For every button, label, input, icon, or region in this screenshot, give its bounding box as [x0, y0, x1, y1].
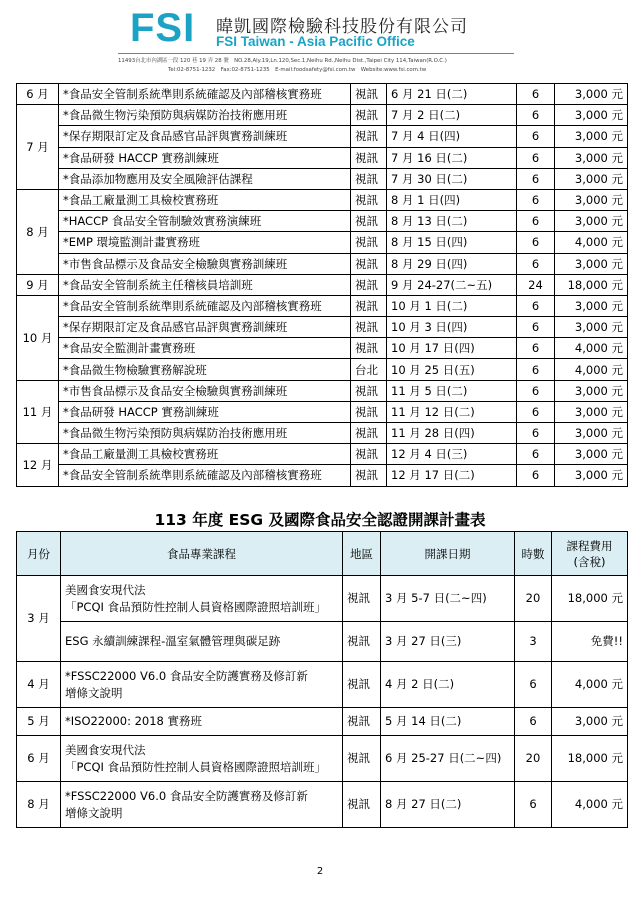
course-cell — [61, 708, 343, 736]
location-cell: 視訊 — [343, 662, 381, 708]
header-fee-line1: 課程費用 — [566, 538, 613, 553]
course-cell: *食品添加物應用及安全風險評估課程 — [59, 168, 351, 189]
course-line-1: 美國食安現代法 — [65, 582, 146, 597]
fee-cell: 3,000 元 — [555, 401, 628, 422]
table-row — [17, 423, 628, 444]
location-cell: 視訊 — [351, 465, 387, 486]
location-cell: 視訊 — [343, 708, 381, 736]
month-cell: 3 月 — [17, 576, 61, 662]
hours-cell: 6 — [517, 211, 555, 232]
fee-cell: 3,000 元 — [555, 295, 628, 316]
hours-cell: 6 — [517, 295, 555, 316]
hours-cell: 6 — [517, 401, 555, 422]
course-line-2: 「PCQI 食品預防性控制人員資格國際證照培訓班」 — [65, 599, 327, 614]
month-cell: 7 月 — [17, 105, 59, 190]
company-name-en: FSI Taiwan - Asia Pacific Office — [216, 34, 415, 49]
date-cell: 7 月 2 日(二) — [387, 105, 517, 126]
month-cell: 10 月 — [17, 295, 59, 380]
location-cell: 視訊 — [351, 168, 387, 189]
date-cell: 8 月 29 日(四) — [387, 253, 517, 274]
date-cell: 10 月 1 日(二) — [387, 295, 517, 316]
table-row — [17, 465, 628, 486]
course-cell — [61, 622, 343, 662]
date-cell: 11 月 28 日(四) — [387, 423, 517, 444]
table-row — [17, 168, 628, 189]
table-row — [17, 708, 628, 736]
hours-cell: 20 — [515, 736, 552, 782]
date-cell: 11 月 5 日(二) — [387, 380, 517, 401]
hours-cell: 6 — [517, 380, 555, 401]
date-cell: 12 月 4 日(三) — [387, 444, 517, 465]
location-cell: 視訊 — [351, 189, 387, 210]
month-cell: 11 月 — [17, 380, 59, 444]
course-cell: *食品研發 HACCP 實務訓練班 — [59, 147, 351, 168]
month-cell: 4 月 — [17, 662, 61, 708]
course-cell: *保存期限訂定及食品感官品評與實務訓練班 — [59, 317, 351, 338]
course-cell: *市售食品標示及食品安全檢驗與實務訓練班 — [59, 380, 351, 401]
course-line-1: *FSSC22000 V6.0 食品安全防護實務及修訂新 — [65, 788, 308, 803]
course-cell: *食品安全管制系統準則系統確認及內部稽核實務班 — [59, 295, 351, 316]
fee-cell: 3,000 元 — [555, 380, 628, 401]
location-cell: 視訊 — [343, 782, 381, 828]
hours-cell: 6 — [517, 105, 555, 126]
course-cell: *食品安全監測計畫實務班 — [59, 338, 351, 359]
course-cell: *食品安全管制系統主任稽核員培訓班 — [59, 274, 351, 295]
location-cell: 台北 — [351, 359, 387, 380]
table-header-row — [17, 532, 628, 576]
table-row — [17, 622, 628, 662]
hours-cell: 24 — [517, 274, 555, 295]
table-row — [17, 317, 628, 338]
fee-cell: 4,000 元 — [552, 662, 628, 708]
course-cell: *食品微生物污染預防與病媒防治技術應用班 — [59, 423, 351, 444]
course-cell: *市售食品標示及食品安全檢驗與實務訓練班 — [59, 253, 351, 274]
month-cell: 9 月 — [17, 274, 59, 295]
location-cell: 視訊 — [343, 576, 381, 622]
table-row — [17, 444, 628, 465]
fee-cell: 18,000 元 — [552, 576, 628, 622]
date-cell: 10 月 3 日(四) — [387, 317, 517, 338]
header-location: 地區 — [343, 532, 381, 576]
hours-cell: 6 — [517, 84, 555, 105]
table-row — [17, 105, 628, 126]
date-cell: 6 月 21 日(二) — [387, 84, 517, 105]
fee-cell: 3,000 元 — [555, 126, 628, 147]
header-hours: 時數 — [515, 532, 552, 576]
date-cell: 6 月 25-27 日(二~四) — [381, 736, 515, 782]
month-cell: 12 月 — [17, 444, 59, 486]
location-cell: 視訊 — [351, 295, 387, 316]
date-cell: 10 月 17 日(四) — [387, 338, 517, 359]
fee-cell: 3,000 元 — [555, 168, 628, 189]
hours-cell: 6 — [517, 359, 555, 380]
fee-cell: 4,000 元 — [552, 782, 628, 828]
course-cell: *HACCP 食品安全管制驗效實務演練班 — [59, 211, 351, 232]
table-row — [17, 84, 628, 105]
fee-cell: 4,000 元 — [555, 338, 628, 359]
course-cell: *食品研發 HACCP 實務訓練班 — [59, 401, 351, 422]
fee-cell: 18,000 元 — [555, 274, 628, 295]
location-cell: 視訊 — [351, 338, 387, 359]
hours-cell: 6 — [517, 232, 555, 253]
table-row — [17, 401, 628, 422]
course-cell — [61, 736, 343, 782]
date-cell: 7 月 16 日(二) — [387, 147, 517, 168]
hours-cell: 6 — [515, 662, 552, 708]
hours-cell: 6 — [517, 317, 555, 338]
hours-cell: 6 — [517, 168, 555, 189]
esg-table-title: 113 年度 ESG 及國際食品安全認證開課計畫表 — [154, 511, 486, 529]
table-row — [17, 232, 628, 253]
course-line-1: 美國食安現代法 — [65, 742, 146, 757]
month-cell: 5 月 — [17, 708, 61, 736]
month-cell: 6 月 — [17, 84, 59, 105]
date-cell: 7 月 4 日(四) — [387, 126, 517, 147]
location-cell: 視訊 — [343, 736, 381, 782]
location-cell: 視訊 — [351, 105, 387, 126]
location-cell: 視訊 — [351, 317, 387, 338]
course-line-2: 「PCQI 食品預防性控制人員資格國際證照培訓班」 — [65, 759, 327, 774]
course-cell: *食品安全管制系統準則系統確認及內部稽核實務班 — [59, 84, 351, 105]
header-month: 月份 — [17, 532, 61, 576]
fee-cell: 3,000 元 — [555, 317, 628, 338]
location-cell: 視訊 — [351, 380, 387, 401]
header-date: 開課日期 — [381, 532, 515, 576]
hours-cell: 6 — [517, 147, 555, 168]
header-divider — [118, 53, 514, 54]
address-line: 11493台北市內湖區一段 120 巷 19 弄 28 號 NO.28,Aly.19,Ln.120,Sec.1,Neihu Rd.,Neihu Dist.,Taipei City 114,Taiwan(R.O.C.) — [118, 58, 447, 64]
table-row — [17, 295, 628, 316]
table-row — [17, 274, 628, 295]
table-row — [17, 736, 628, 782]
hours-cell: 6 — [515, 782, 552, 828]
fee-cell: 4,000 元 — [555, 359, 628, 380]
header-course: 食品專業課程 — [61, 532, 343, 576]
course-cell — [61, 782, 343, 828]
date-cell: 8 月 15 日(四) — [387, 232, 517, 253]
course-line-2: 增條文說明 — [65, 685, 123, 700]
hours-cell: 6 — [517, 444, 555, 465]
fee-cell: 3,000 元 — [555, 84, 628, 105]
fee-cell: 3,000 元 — [555, 444, 628, 465]
location-cell: 視訊 — [351, 211, 387, 232]
fee-cell: 3,000 元 — [555, 147, 628, 168]
location-cell: 視訊 — [351, 126, 387, 147]
header-fee-line2: (含稅) — [573, 554, 606, 569]
table-row — [17, 380, 628, 401]
fee-cell: 免費!! — [552, 622, 628, 662]
date-cell: 3 月 5-7 日(二~四) — [381, 576, 515, 622]
location-cell: 視訊 — [351, 401, 387, 422]
page-number: 2 — [316, 866, 324, 877]
date-cell: 8 月 27 日(二) — [381, 782, 515, 828]
fee-cell: 3,000 元 — [555, 105, 628, 126]
hours-cell: 6 — [517, 126, 555, 147]
contact-line: Tel:02-8751-1232 Fax:02-8751-1235 E-mail:foodsafety@fsi.com.tw Website:www.fsi.com.tw — [168, 67, 427, 73]
location-cell: 視訊 — [351, 444, 387, 465]
esg-course-table — [16, 531, 628, 828]
location-cell: 視訊 — [351, 423, 387, 444]
course-cell — [61, 576, 343, 622]
hours-cell: 6 — [517, 189, 555, 210]
table-row — [17, 147, 628, 168]
letterhead — [0, 0, 640, 78]
hours-cell: 3 — [515, 622, 552, 662]
hours-cell: 6 — [515, 708, 552, 736]
location-cell: 視訊 — [351, 84, 387, 105]
table-row — [17, 359, 628, 380]
fsi-logo: FSI — [130, 6, 196, 50]
fee-cell: 3,000 元 — [555, 253, 628, 274]
course-cell: *EMP 環境監測計畫實務班 — [59, 232, 351, 253]
date-cell: 3 月 27 日(三) — [381, 622, 515, 662]
course-cell: *保存期限訂定及食品感官品評與實務訓練班 — [59, 126, 351, 147]
month-cell: 8 月 — [17, 189, 59, 274]
fee-cell: 4,000 元 — [555, 232, 628, 253]
course-schedule-table — [16, 83, 628, 487]
table-row — [17, 576, 628, 622]
location-cell: 視訊 — [351, 274, 387, 295]
date-cell: 11 月 12 日(二) — [387, 401, 517, 422]
hours-cell: 6 — [517, 465, 555, 486]
date-cell: 8 月 1 日(四) — [387, 189, 517, 210]
fee-cell: 3,000 元 — [552, 708, 628, 736]
month-cell: 8 月 — [17, 782, 61, 828]
date-cell: 4 月 2 日(二) — [381, 662, 515, 708]
fee-cell: 3,000 元 — [555, 211, 628, 232]
course-cell: *食品工廠量測工具檢校實務班 — [59, 189, 351, 210]
date-cell: 9 月 24-27(二~五) — [387, 274, 517, 295]
table-row — [17, 189, 628, 210]
fee-cell: 3,000 元 — [555, 423, 628, 444]
date-cell: 7 月 30 日(二) — [387, 168, 517, 189]
date-cell: 10 月 25 日(五) — [387, 359, 517, 380]
location-cell: 視訊 — [351, 232, 387, 253]
header-fee — [552, 532, 628, 576]
course-line-1: *FSSC22000 V6.0 食品安全防護實務及修訂新 — [65, 668, 308, 683]
fee-cell: 18,000 元 — [552, 736, 628, 782]
date-cell: 5 月 14 日(二) — [381, 708, 515, 736]
course-line-1: ESG 永續訓練課程-溫室氣體管理與碳足跡 — [65, 634, 281, 648]
company-name-zh: 暐凱國際檢驗科技股份有限公司 — [216, 17, 468, 37]
table-row — [17, 126, 628, 147]
location-cell: 視訊 — [343, 622, 381, 662]
course-cell — [61, 662, 343, 708]
course-line-2: 增條文說明 — [65, 805, 123, 820]
date-cell: 8 月 13 日(二) — [387, 211, 517, 232]
course-cell: *食品微生物檢驗實務解說班 — [59, 359, 351, 380]
table-row — [17, 782, 628, 828]
fee-cell: 3,000 元 — [555, 465, 628, 486]
table-row — [17, 211, 628, 232]
table-row — [17, 338, 628, 359]
course-cell: *食品工廠量測工具檢校實務班 — [59, 444, 351, 465]
table-row — [17, 253, 628, 274]
hours-cell: 20 — [515, 576, 552, 622]
course-line-1: *ISO22000: 2018 實務班 — [65, 714, 203, 728]
course-cell: *食品安全管制系統準則系統確認及內部稽核實務班 — [59, 465, 351, 486]
course-cell: *食品微生物污染預防與病媒防治技術應用班 — [59, 105, 351, 126]
fee-cell: 3,000 元 — [555, 189, 628, 210]
hours-cell: 6 — [517, 338, 555, 359]
location-cell: 視訊 — [351, 253, 387, 274]
table-row — [17, 662, 628, 708]
location-cell: 視訊 — [351, 147, 387, 168]
hours-cell: 6 — [517, 423, 555, 444]
date-cell: 12 月 17 日(二) — [387, 465, 517, 486]
month-cell: 6 月 — [17, 736, 61, 782]
hours-cell: 6 — [517, 253, 555, 274]
